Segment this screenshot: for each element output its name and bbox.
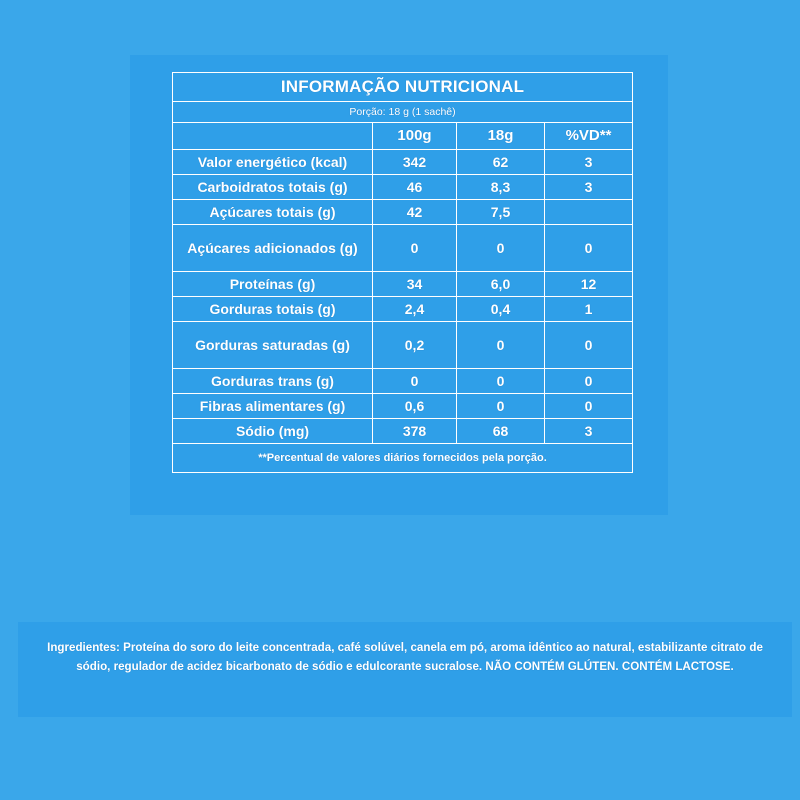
table-row <box>173 419 633 444</box>
row-value-vd: 12 <box>545 272 633 297</box>
row-value-100g: 0 <box>373 225 457 272</box>
row-value-18g: 0 <box>457 225 545 272</box>
ingredients-text: Ingredientes: Proteína do soro do leite concentrada, café solúvel, canela em pó, aroma idêntico ao natural, estabilizante citrato de sódio, regulador de acidez bicarbonato de sódio e edulcorante sucralose. NÃO CONTÉM GLÚTEN. CONTÉM LACTOSE. <box>47 641 763 673</box>
header-18g: 18g <box>457 123 545 150</box>
row-value-18g: 62 <box>457 150 545 175</box>
row-value-100g: 0 <box>373 369 457 394</box>
row-value-vd: 1 <box>545 297 633 322</box>
row-value-vd: 0 <box>545 225 633 272</box>
row-label: Valor energético (kcal) <box>173 150 373 175</box>
portion-info: Porção: 18 g (1 sachê) <box>173 102 633 123</box>
row-label: Açúcares adicionados (g) <box>173 225 373 272</box>
table-row <box>173 297 633 322</box>
row-value-18g: 8,3 <box>457 175 545 200</box>
row-label: Sódio (mg) <box>173 419 373 444</box>
row-value-100g: 34 <box>373 272 457 297</box>
row-value-18g: 68 <box>457 419 545 444</box>
row-value-100g: 42 <box>373 200 457 225</box>
row-value-vd: 3 <box>545 150 633 175</box>
row-value-18g: 0,4 <box>457 297 545 322</box>
table-row <box>173 369 633 394</box>
row-value-100g: 342 <box>373 150 457 175</box>
row-value-100g: 46 <box>373 175 457 200</box>
table-row <box>173 200 633 225</box>
row-value-vd: 3 <box>545 175 633 200</box>
row-value-18g: 7,5 <box>457 200 545 225</box>
table-row <box>173 394 633 419</box>
row-value-18g: 0 <box>457 369 545 394</box>
table-footnote: **Percentual de valores diários fornecidos pela porção. <box>173 444 633 473</box>
ingredients-box <box>18 622 792 717</box>
row-label: Gorduras totais (g) <box>173 297 373 322</box>
row-value-vd: 0 <box>545 322 633 369</box>
table-row <box>173 272 633 297</box>
nutrition-title: INFORMAÇÃO NUTRICIONAL <box>173 73 633 102</box>
row-value-vd: 3 <box>545 419 633 444</box>
row-value-18g: 0 <box>457 394 545 419</box>
row-value-100g: 378 <box>373 419 457 444</box>
row-value-vd: 0 <box>545 394 633 419</box>
row-label: Proteínas (g) <box>173 272 373 297</box>
row-value-100g: 0,2 <box>373 322 457 369</box>
row-value-18g: 0 <box>457 322 545 369</box>
row-label: Gorduras trans (g) <box>173 369 373 394</box>
row-value-vd <box>545 200 633 225</box>
header-100g: 100g <box>373 123 457 150</box>
header-vd: %VD** <box>545 123 633 150</box>
table-row <box>173 225 633 272</box>
row-label: Fibras alimentares (g) <box>173 394 373 419</box>
row-label: Gorduras saturadas (g) <box>173 322 373 369</box>
row-value-100g: 0,6 <box>373 394 457 419</box>
row-label: Carboidratos totais (g) <box>173 175 373 200</box>
table-row <box>173 175 633 200</box>
header-label-empty <box>173 123 373 150</box>
row-value-100g: 2,4 <box>373 297 457 322</box>
table-row <box>173 150 633 175</box>
row-value-vd: 0 <box>545 369 633 394</box>
table-row <box>173 322 633 369</box>
nutrition-table <box>172 72 633 473</box>
row-label: Açúcares totais (g) <box>173 200 373 225</box>
row-value-18g: 6,0 <box>457 272 545 297</box>
